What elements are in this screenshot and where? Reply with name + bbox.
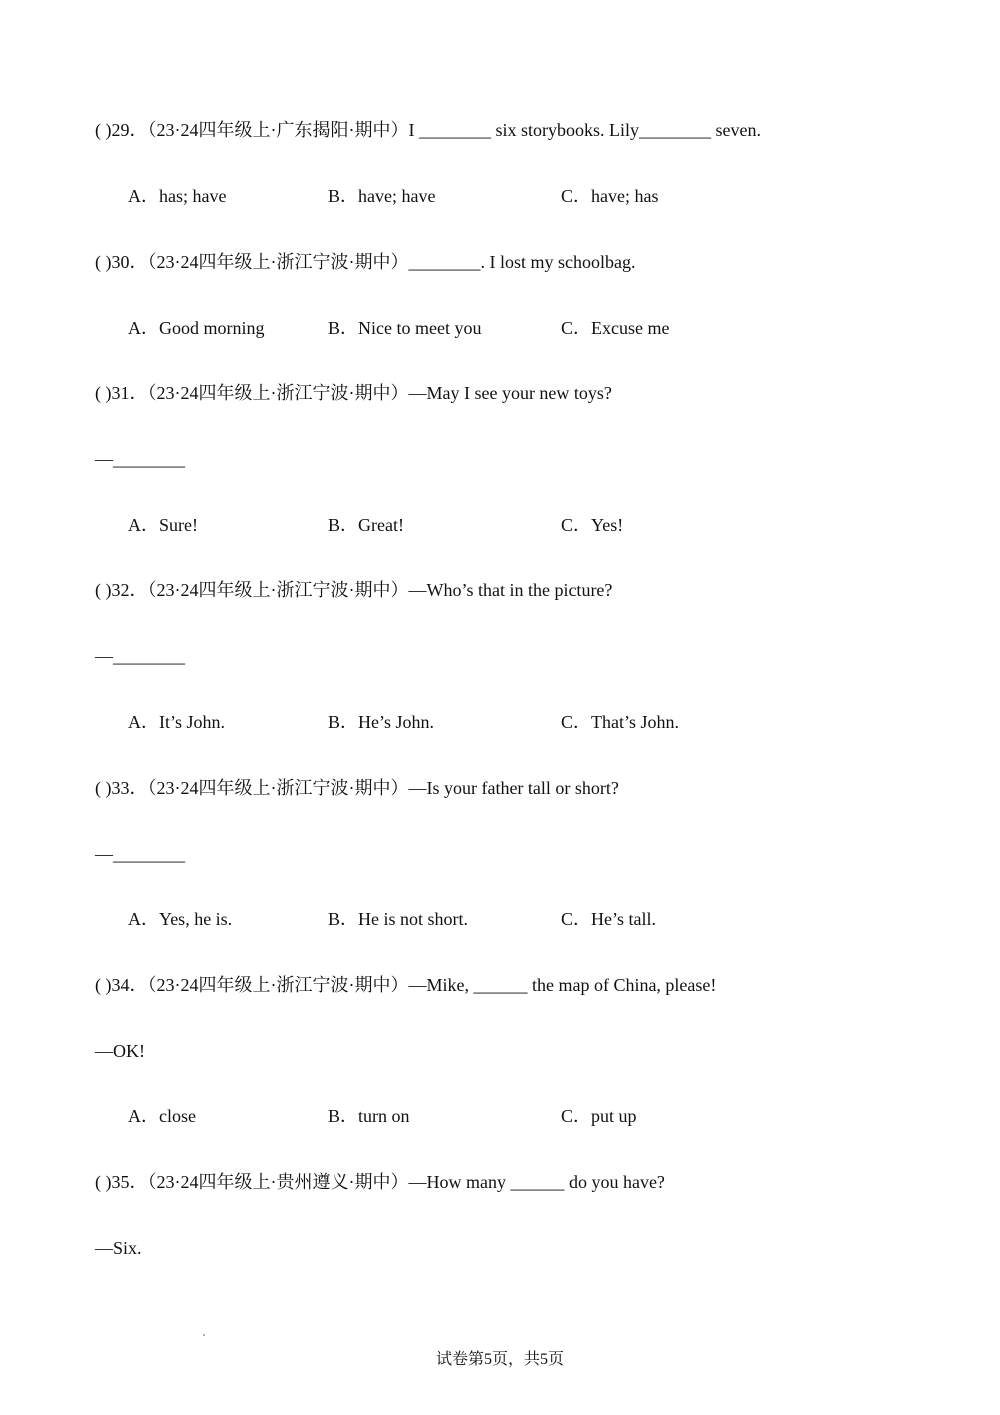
question-34-stem: ( )34．（23·24四年级上·浙江宁波·期中）—Mike, ______ the map of China, please! xyxy=(95,975,717,995)
question-33-answer-line: —________ xyxy=(95,844,185,864)
question-34-option-b[interactable]: B．turn on xyxy=(328,1106,410,1126)
question-32-stem: ( )32．（23·24四年级上·浙江宁波·期中）—Who’s that in the picture? xyxy=(95,580,613,600)
question-30-option-b[interactable]: B．Nice to meet you xyxy=(328,318,482,338)
question-29-option-c[interactable]: C．have; has xyxy=(561,186,659,206)
question-29-option-a[interactable]: A．has; have xyxy=(128,186,227,206)
question-35-answer-line: —Six. xyxy=(95,1238,142,1258)
question-30-option-c[interactable]: C．Excuse me xyxy=(561,318,670,338)
page-footer: 试卷第5页，共5页 xyxy=(435,1351,564,1368)
question-31-answer-line: —________ xyxy=(95,449,185,469)
question-32-option-b[interactable]: B．He’s John. xyxy=(328,712,435,732)
question-31-option-b[interactable]: B．Great! xyxy=(328,515,404,535)
question-34-option-c[interactable]: C．put up xyxy=(561,1106,637,1126)
question-33-option-a[interactable]: A．Yes, he is. xyxy=(128,909,233,929)
question-30-stem: ( )30．（23·24四年级上·浙江宁波·期中）________. I lost my schoolbag. xyxy=(95,252,636,272)
question-34-option-a[interactable]: A．close xyxy=(128,1106,196,1126)
question-32-option-a[interactable]: A．It’s John. xyxy=(128,712,226,732)
question-33-option-c[interactable]: C．He’s tall. xyxy=(561,909,656,929)
question-31-stem: ( )31．（23·24四年级上·浙江宁波·期中）—May I see your new toys? xyxy=(95,383,612,403)
question-32-answer-line: —________ xyxy=(95,646,185,666)
question-29-stem: ( )29．（23·24四年级上·广东揭阳·期中）I ________ six storybooks. Lily________ seven. xyxy=(95,120,761,140)
question-31-option-a[interactable]: A．Sure! xyxy=(128,515,198,535)
question-31-option-c[interactable]: C．Yes! xyxy=(561,515,624,535)
question-35-stem: ( )35．（23·24四年级上·贵州遵义·期中）—How many ______ do you have? xyxy=(95,1172,665,1192)
question-33-option-b[interactable]: B．He is not short. xyxy=(328,909,469,929)
stray-dot xyxy=(203,1334,205,1336)
question-33-stem: ( )33．（23·24四年级上·浙江宁波·期中）—Is your father tall or short? xyxy=(95,778,619,798)
question-32-option-c[interactable]: C．That’s John. xyxy=(561,712,680,732)
question-34-answer-line: —OK! xyxy=(95,1041,145,1061)
question-29-option-b[interactable]: B．have; have xyxy=(328,186,436,206)
question-30-option-a[interactable]: A．Good morning xyxy=(128,318,265,338)
